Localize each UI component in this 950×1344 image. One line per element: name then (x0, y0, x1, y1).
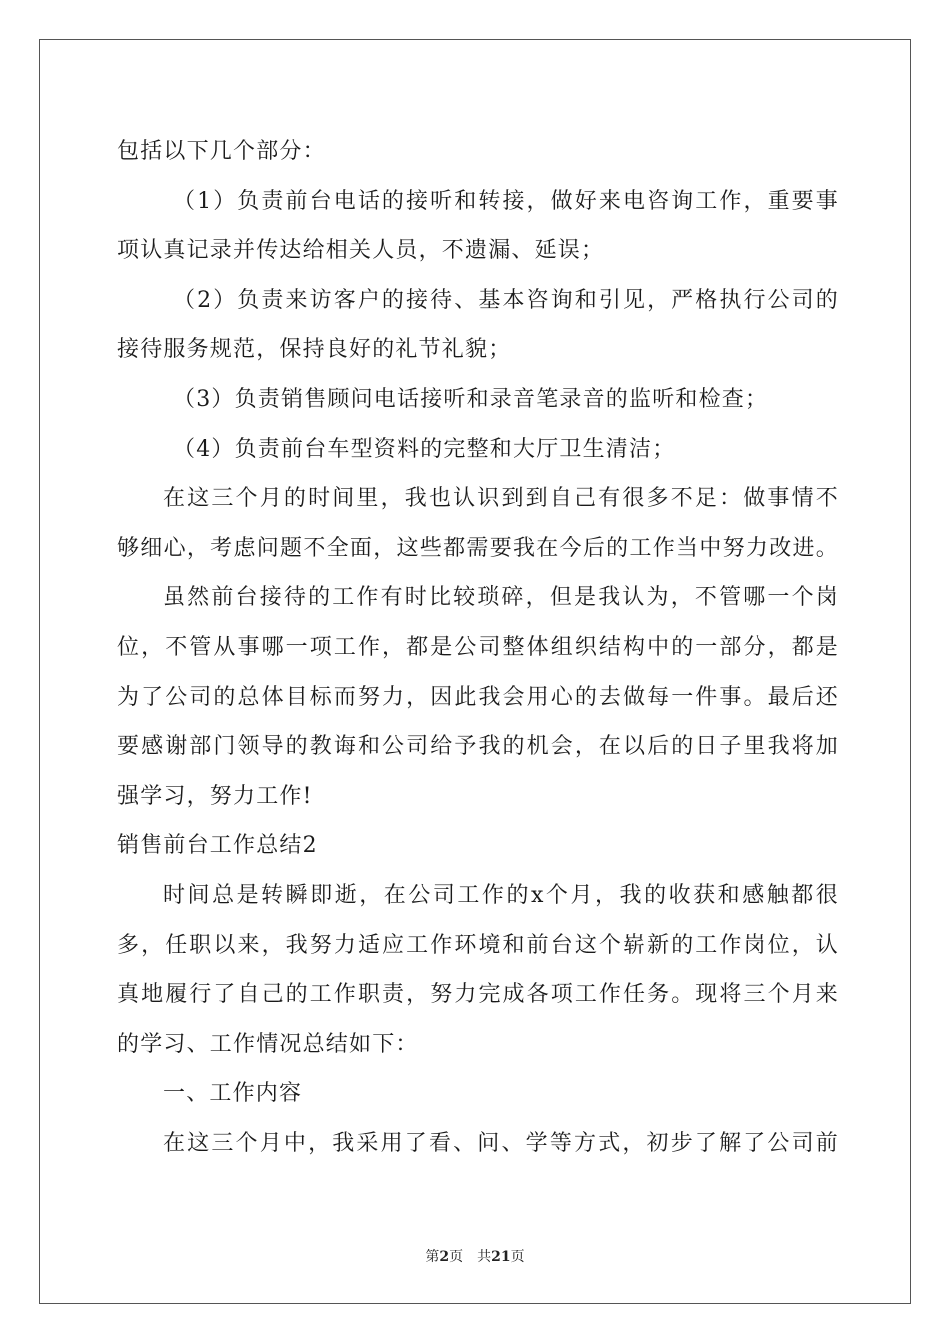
footer-mid: 页 共 (449, 1249, 492, 1265)
text-line: 包括以下几个部分： (117, 139, 326, 164)
text-line: （2）负责来访客户的接待、基本咨询和引见，严格执行公司的 (173, 287, 839, 313)
text-line: 在这三个月中，我采用了看、问、学等方式，初步了解了公司前 (163, 1130, 839, 1156)
text-line: 要感谢部门领导的教诲和公司给予我的机会，在以后的日子里我将加 (117, 734, 839, 760)
footer-prefix: 第 (425, 1249, 440, 1265)
text-line: 位，不管从事哪一项工作，都是公司整体组织结构中的一部分，都是 (117, 634, 839, 660)
footer-total-pages: 21 (491, 1249, 511, 1265)
text-line: 多，任职以来，我努力适应工作环境和前台这个崭新的工作岗位，认 (117, 932, 839, 958)
text-line: 强学习，努力工作! (117, 783, 313, 809)
footer-page-number: 2 (439, 1249, 450, 1265)
text-line: （4）负责前台车型资料的完整和大厅卫生清洁； (173, 436, 676, 462)
text-line: （1）负责前台电话的接听和转接，做好来电咨询工作，重要事 (173, 188, 839, 214)
text-line: 在这三个月的时间里，我也认识到到自己有很多不足：做事情不 (163, 486, 839, 512)
text-line: （3）负责销售顾问电话接听和录音笔录音的监听和检查； (173, 386, 769, 412)
section-heading: 销售前台工作总结2 (117, 833, 318, 859)
document-body (117, 127, 839, 1168)
subsection-heading: 一、工作内容 (163, 1081, 303, 1107)
text-line: 的学习、工作情况总结如下： (117, 1031, 419, 1057)
text-line: 项认真记录并传达给相关人员，不遗漏、延误； (117, 238, 605, 264)
text-line: 够细心，考虑问题不全面，这些都需要我在今后的工作当中努力改进。 (117, 535, 839, 561)
text-line: 时间总是转瞬即逝，在公司工作的x个月，我的收获和感触都很 (163, 882, 839, 908)
text-line: 为了公司的总体目标而努力，因此我会用心的去做每一件事。最后还 (117, 684, 839, 710)
page-footer (0, 1246, 950, 1266)
footer-suffix: 页 (510, 1249, 525, 1265)
text-line: 真地履行了自己的工作职责，努力完成各项工作任务。现将三个月来 (117, 982, 839, 1008)
text-line: 虽然前台接待的工作有时比较琐碎，但是我认为，不管哪一个岗 (163, 585, 839, 611)
text-line: 接待服务规范，保持良好的礼节礼貌； (117, 337, 512, 363)
